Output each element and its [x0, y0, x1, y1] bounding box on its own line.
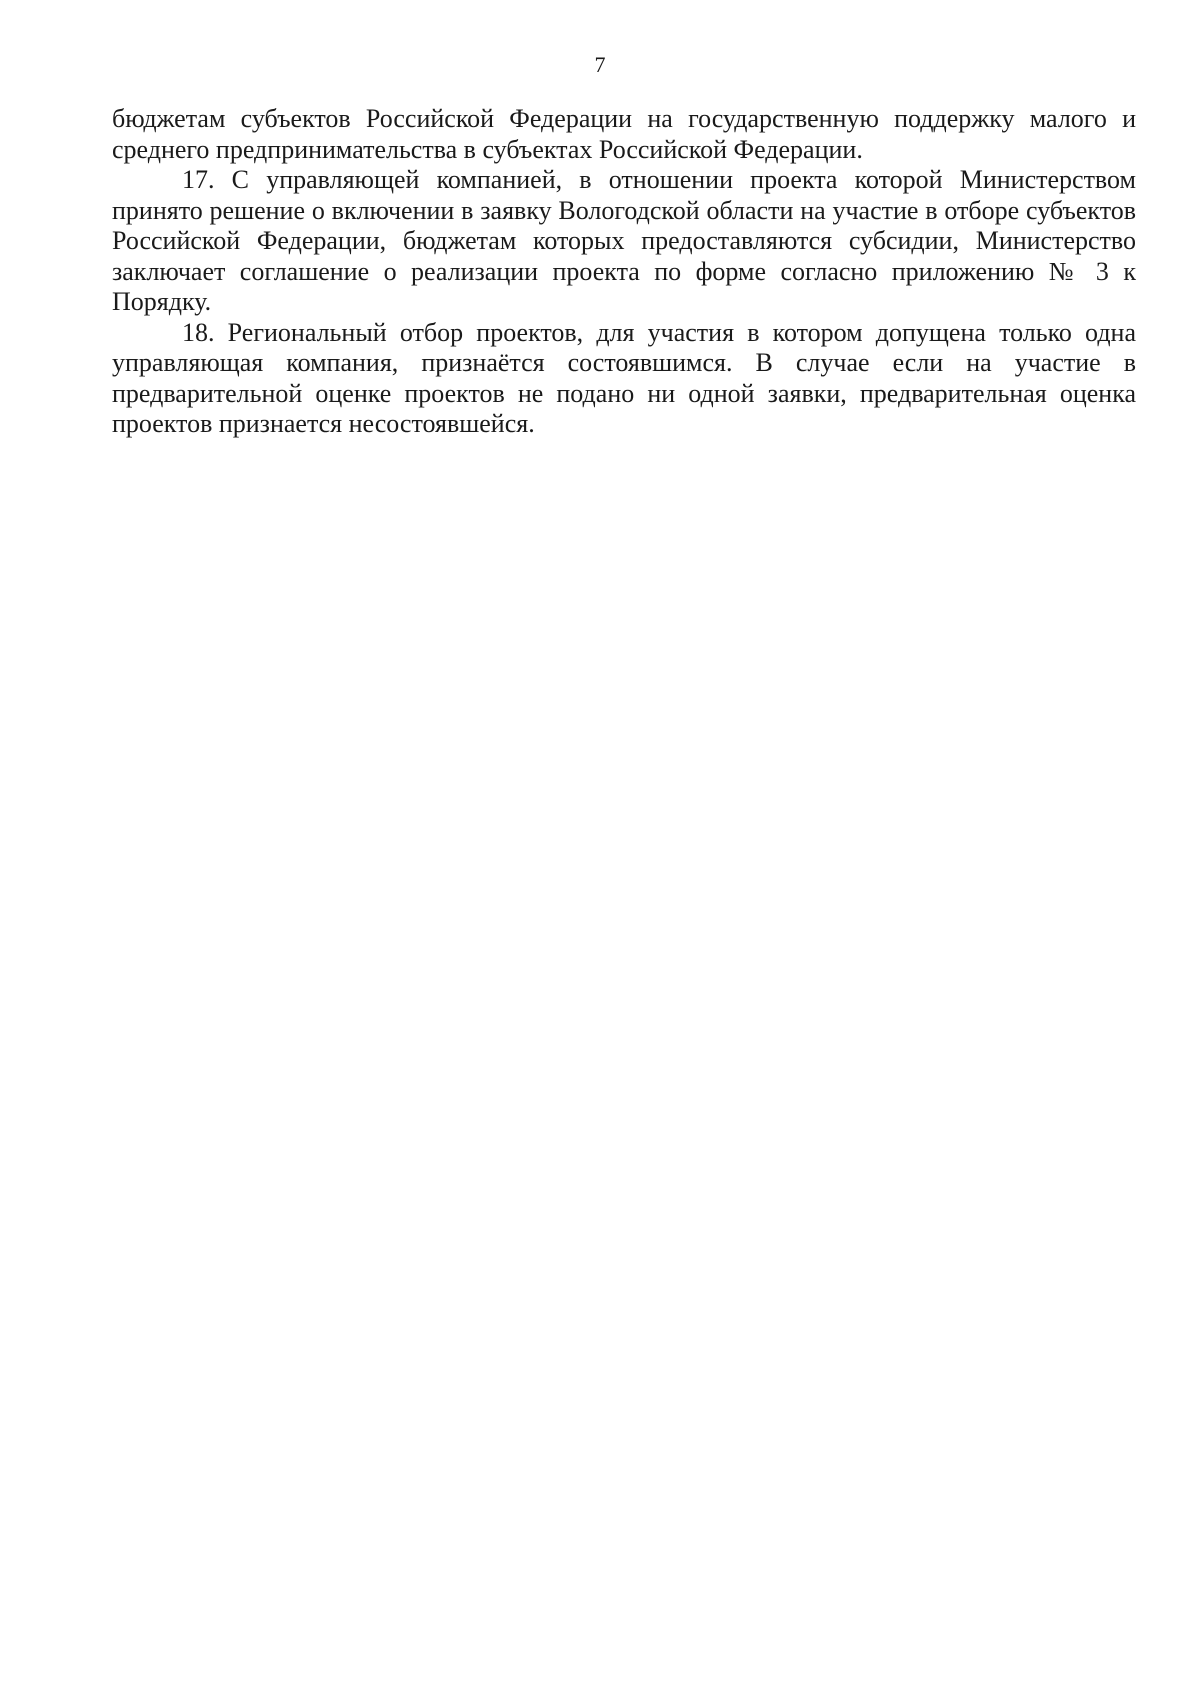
- paragraph-17: 17. С управляющей компанией, в отношении проекта которой Министерством принято решение о включении в заявку Вологодской области на участие в отборе субъектов Российской Федерации, бюджетам которых предоставляются субсидии, Министерство заключает соглашение о реализации проекта по форме согласно приложению № 3 к Порядку.: [112, 165, 1136, 316]
- page-number: 7: [594, 52, 606, 77]
- paragraph-18: 18. Региональный отбор проектов, для участия в котором допущена только одна управляющая компания, признаётся состоявшимся. В случае если на участие в предварительной оценке проектов не подано ни одной заявки, предварительная оценка проектов признается несостоявшейся.: [112, 317, 1136, 438]
- document-body: [112, 104, 1136, 440]
- paragraph-continuation: бюджетам субъектов Российской Федерации на государственную поддержку малого и среднего предпринимательства в субъектах Российской Федерации.: [112, 104, 1136, 164]
